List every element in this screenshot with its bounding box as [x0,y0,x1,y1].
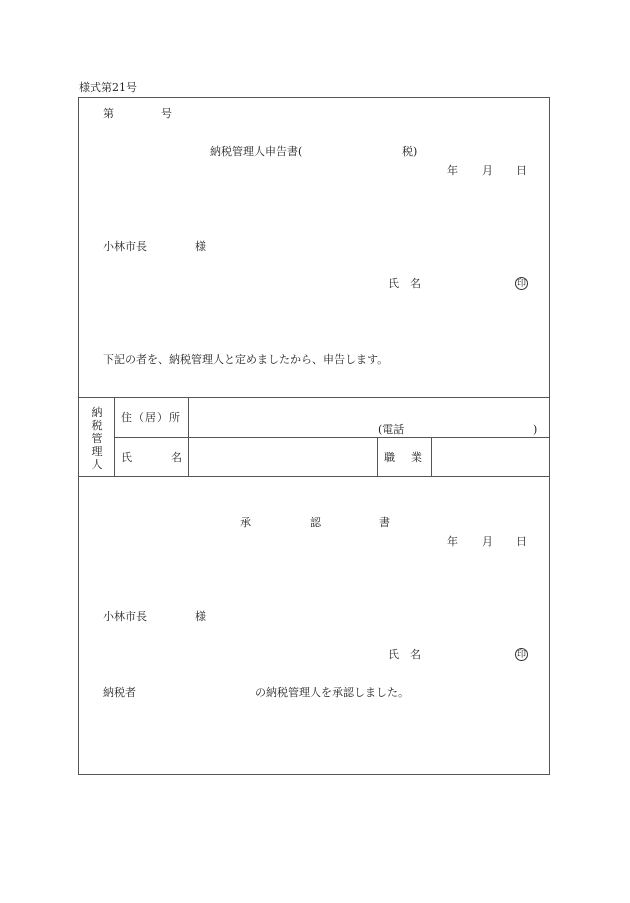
approval-addressee: 小林市長 [103,610,147,623]
approval-title-3: 書 [379,516,390,529]
seal-icon: 印 [516,279,526,289]
approval-title-1: 承 [240,516,251,529]
approval-date-day: 日 [516,535,527,548]
form-frame [78,97,550,775]
phone-label: (電話 [378,423,405,436]
form-number: 様式第21号 [79,81,137,94]
agent-name-field[interactable] [189,438,376,475]
agent-name-label-2: 名 [171,451,182,464]
occupation-field[interactable] [432,438,549,475]
occupation-label-2: 業 [411,451,422,464]
phone-close: ) [533,423,538,436]
occupation-label-1: 職 [384,451,395,464]
date-day: 日 [516,164,527,177]
date-month: 月 [482,164,493,177]
address-label: 住（居）所 [121,411,181,424]
approval-seal-icon: 印 [516,650,526,660]
table-col-1 [114,397,115,476]
tax-agent-group-label: 納 税 管 理 人 [91,406,103,471]
declaration-title: 納税管理人申告書( [210,145,303,158]
declaration-title-tax: 税) [402,145,418,158]
table-bottom-border [78,476,550,477]
approval-statement: の納税管理人を承認しました。 [255,686,409,699]
approval-title-2: 認 [310,516,321,529]
addressee: 小林市長 [103,240,147,253]
approval-date-year: 年 [447,535,458,548]
table-col-3 [377,437,378,476]
date-year: 年 [447,164,458,177]
honorific: 様 [195,240,206,253]
approval-honorific: 様 [195,610,206,623]
approval-date-month: 月 [482,535,493,548]
agent-name-label-1: 氏 [121,451,132,464]
number-prefix: 第 [103,107,114,120]
address-field[interactable] [189,398,549,436]
taxpayer-label: 納税者 [103,686,136,699]
declaration-statement: 下記の者を、納税管理人と定めましたから、申告します。 [103,353,389,366]
number-suffix: 号 [161,107,172,120]
name-label: 氏 名 [388,277,421,290]
approval-name-label: 氏 名 [388,648,421,661]
